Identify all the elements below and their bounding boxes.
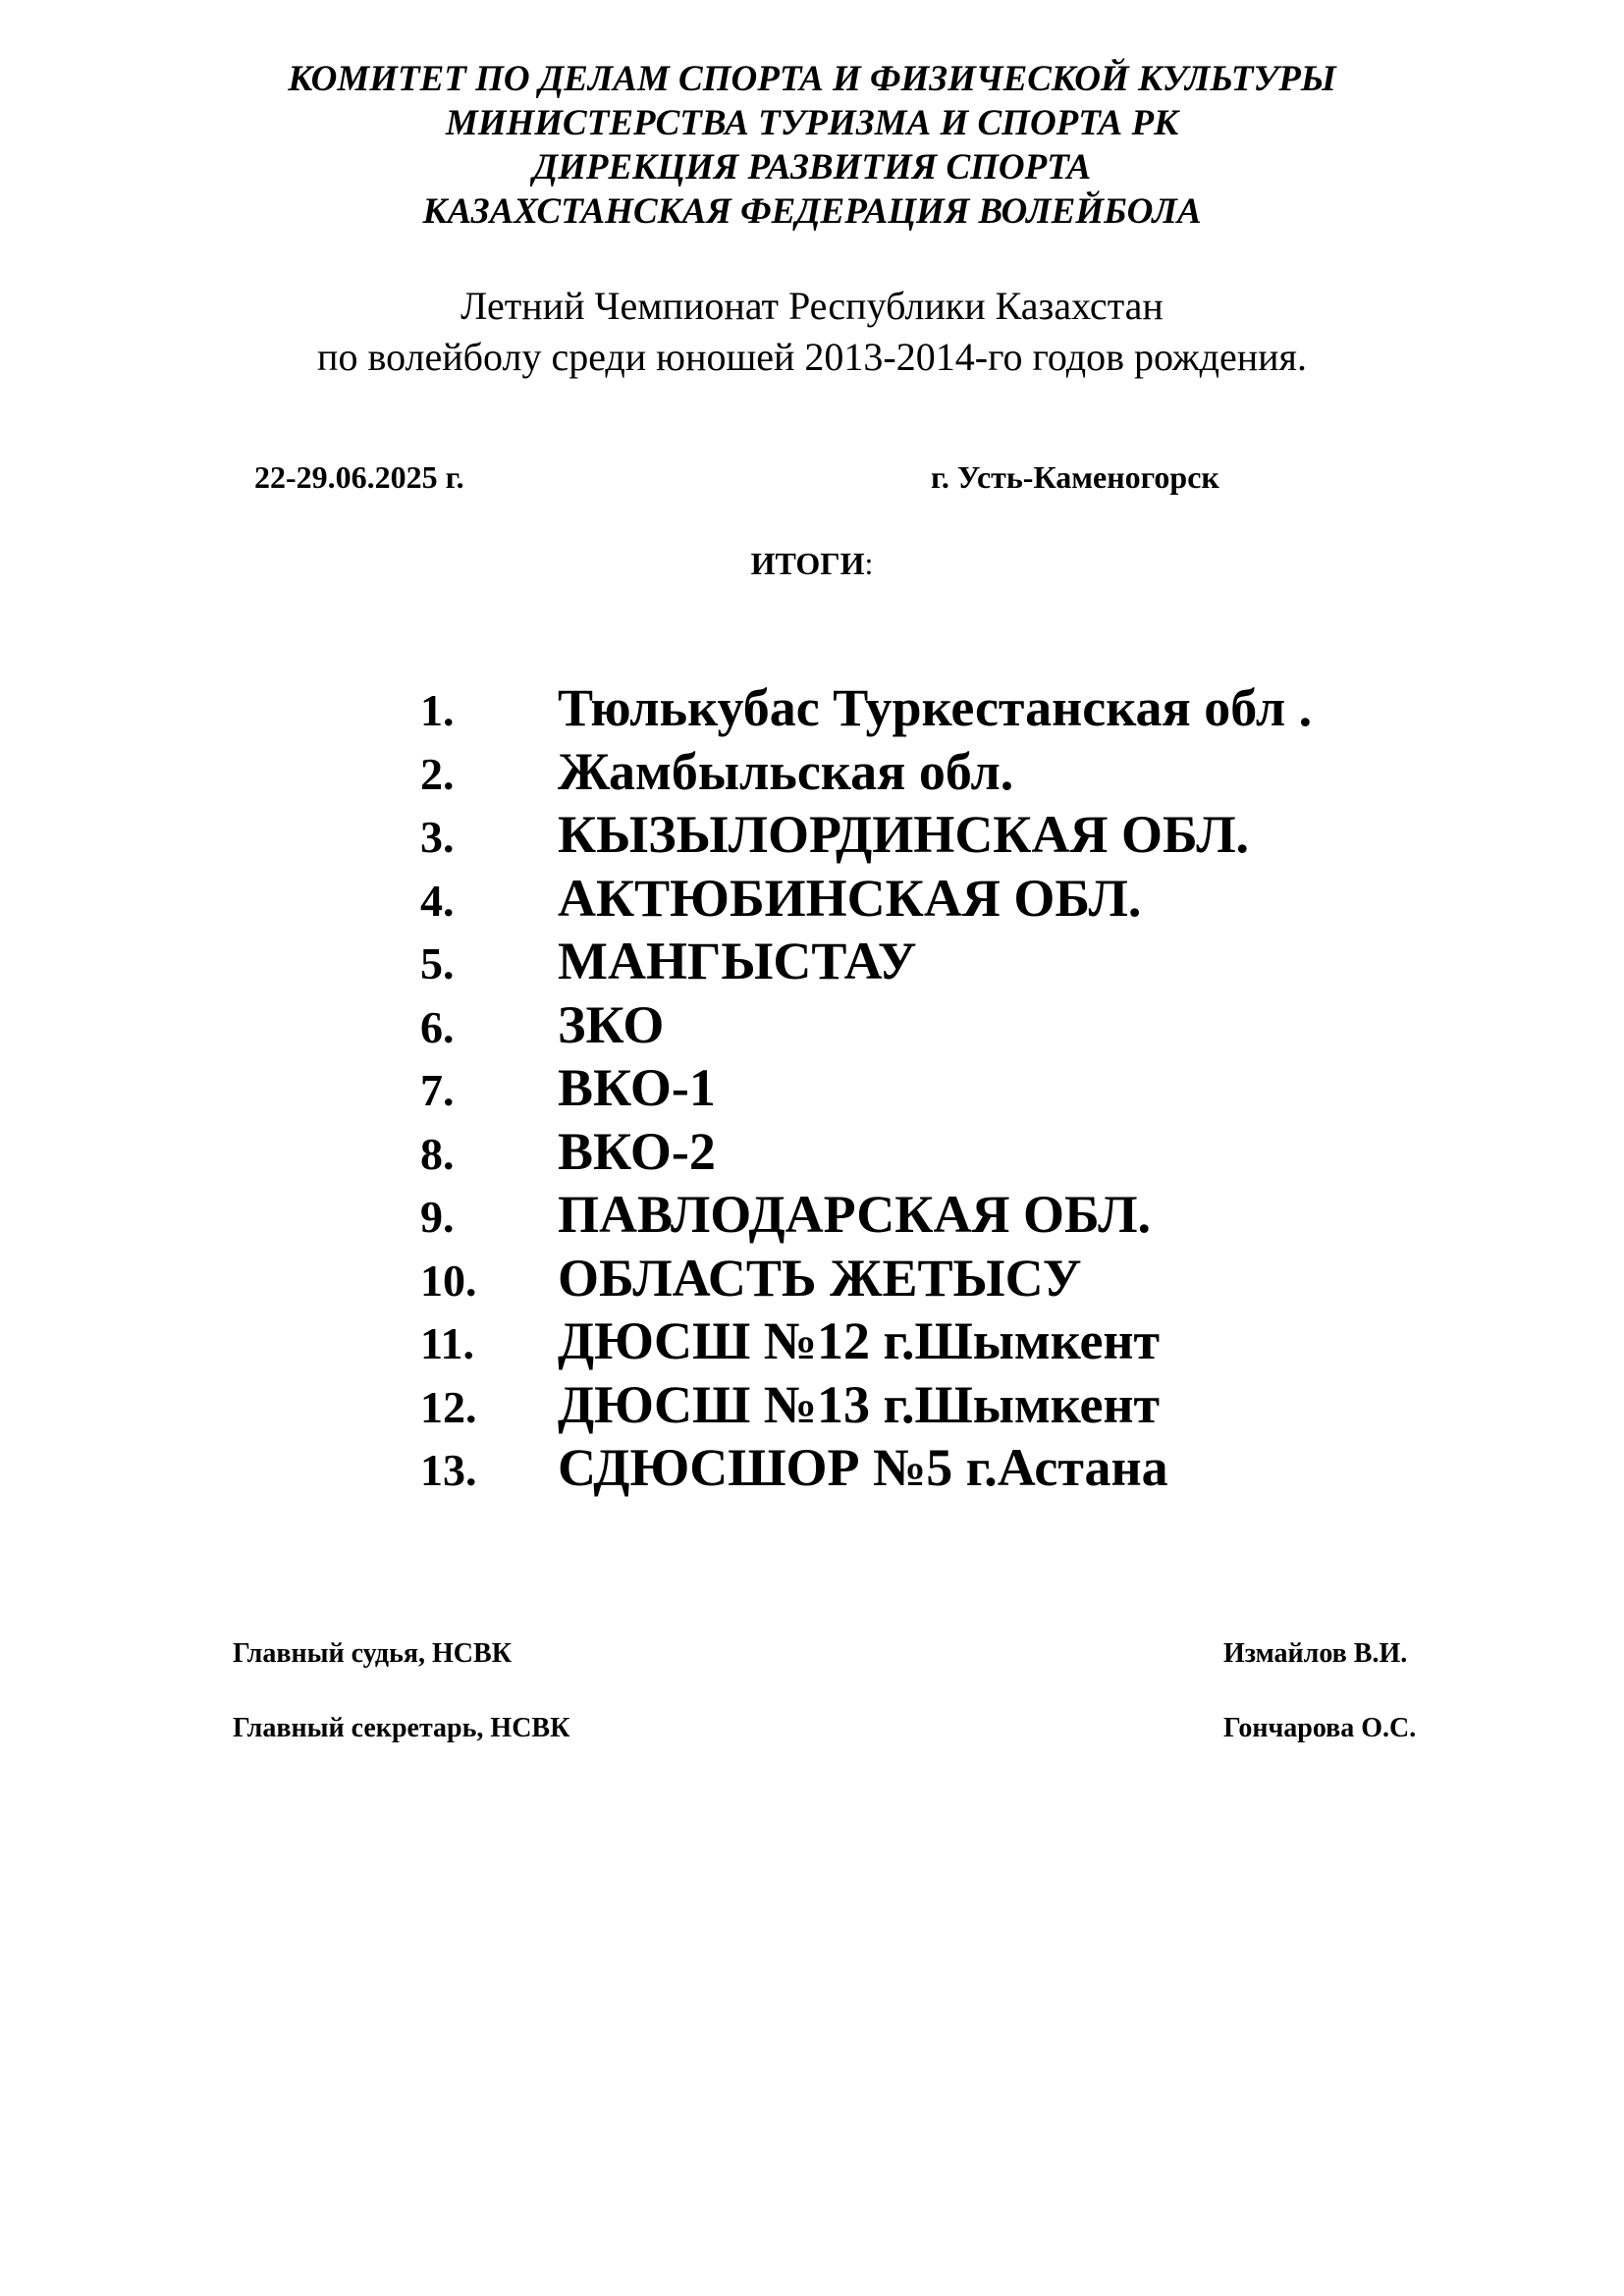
result-rank: 13. xyxy=(420,1445,477,1495)
result-row xyxy=(420,1437,1312,1501)
championship-title-line-1: Летний Чемпионат Республики Казахстан xyxy=(460,284,1164,328)
result-rank: 6. xyxy=(420,1001,455,1052)
result-team: ДЮСШ №13 г.Шымкент xyxy=(558,1374,1161,1434)
header-line-federation: КАЗАХСТАНСКАЯ ФЕДЕРАЦИЯ ВОЛЕЙБОЛА xyxy=(422,191,1202,232)
result-row xyxy=(420,931,1312,994)
result-team: ДЮСШ №12 г.Шымкент xyxy=(558,1311,1161,1370)
event-city: г. Усть-Каменогорск xyxy=(931,459,1219,495)
event-dates: 22-29.06.2025 г. xyxy=(254,459,464,495)
chief-secretary-name: Гончарова О.С. xyxy=(1223,1713,1417,1743)
result-team: МАНГЫСТАУ xyxy=(558,932,917,990)
result-row xyxy=(420,1374,1312,1438)
chief-secretary-role: Главный секретарь, НСВК xyxy=(233,1713,570,1743)
result-rank: 8. xyxy=(420,1128,455,1179)
result-rank: 1. xyxy=(420,685,455,735)
result-team: ВКО-2 xyxy=(558,1121,716,1181)
result-rank: 5. xyxy=(420,938,455,988)
result-row xyxy=(420,1248,1312,1311)
result-rank: 3. xyxy=(420,812,455,862)
header-line-ministry: МИНИСТЕРСТВА ТУРИЗМА И СПОРТА РК xyxy=(445,103,1179,143)
result-team: АКТЮБИНСКАЯ ОБЛ. xyxy=(558,868,1142,928)
result-team: ВКО-1 xyxy=(558,1058,716,1117)
result-row xyxy=(420,677,1312,741)
result-team: Тюлькубас Туркестанская обл . xyxy=(558,678,1313,737)
chief-judge-role: Главный судья, НСВК xyxy=(233,1638,513,1669)
result-row xyxy=(420,1184,1312,1248)
result-rank: 9. xyxy=(420,1192,455,1242)
results-heading xyxy=(0,546,1624,582)
result-team: Жамбыльская обл. xyxy=(558,741,1014,801)
result-rank: 7. xyxy=(420,1065,455,1115)
results-list xyxy=(420,677,1312,1501)
chief-judge-name: Измайлов В.И. xyxy=(1223,1638,1408,1669)
result-row xyxy=(420,1310,1312,1374)
championship-title-line-2: по волейболу среди юношей 2013-2014-го годов рождения. xyxy=(317,335,1307,379)
result-team: ЗКО xyxy=(558,994,665,1054)
header-line-directorate: ДИРЕКЦИЯ РАЗВИТИЯ СПОРТА xyxy=(532,147,1092,187)
result-row xyxy=(420,741,1312,805)
organization-header xyxy=(0,57,1624,234)
result-team: ПАВЛОДАРСКАЯ ОБЛ. xyxy=(558,1185,1152,1244)
result-rank: 2. xyxy=(420,748,455,799)
result-rank: 11. xyxy=(420,1318,474,1368)
result-rank: 10. xyxy=(420,1255,477,1306)
result-row xyxy=(420,1057,1312,1121)
header-line-committee: КОМИТЕТ ПО ДЕЛАМ СПОРТА И ФИЗИЧЕСКОЙ КУЛЬТУРЫ xyxy=(288,59,1336,99)
result-row xyxy=(420,1121,1312,1185)
results-heading-text: ИТОГИ xyxy=(750,546,865,581)
championship-title xyxy=(0,281,1624,383)
result-team: ОБЛАСТЬ ЖЕТЫСУ xyxy=(558,1248,1082,1308)
result-team: СДЮСШОР №5 г.Астана xyxy=(558,1438,1168,1497)
result-row xyxy=(420,868,1312,932)
result-team: КЫЗЫЛОРДИНСКАЯ ОБЛ. xyxy=(558,805,1250,864)
results-heading-colon: : xyxy=(864,546,874,581)
result-rank: 4. xyxy=(420,875,455,926)
result-row xyxy=(420,804,1312,868)
result-row xyxy=(420,994,1312,1058)
result-rank: 12. xyxy=(420,1381,477,1432)
